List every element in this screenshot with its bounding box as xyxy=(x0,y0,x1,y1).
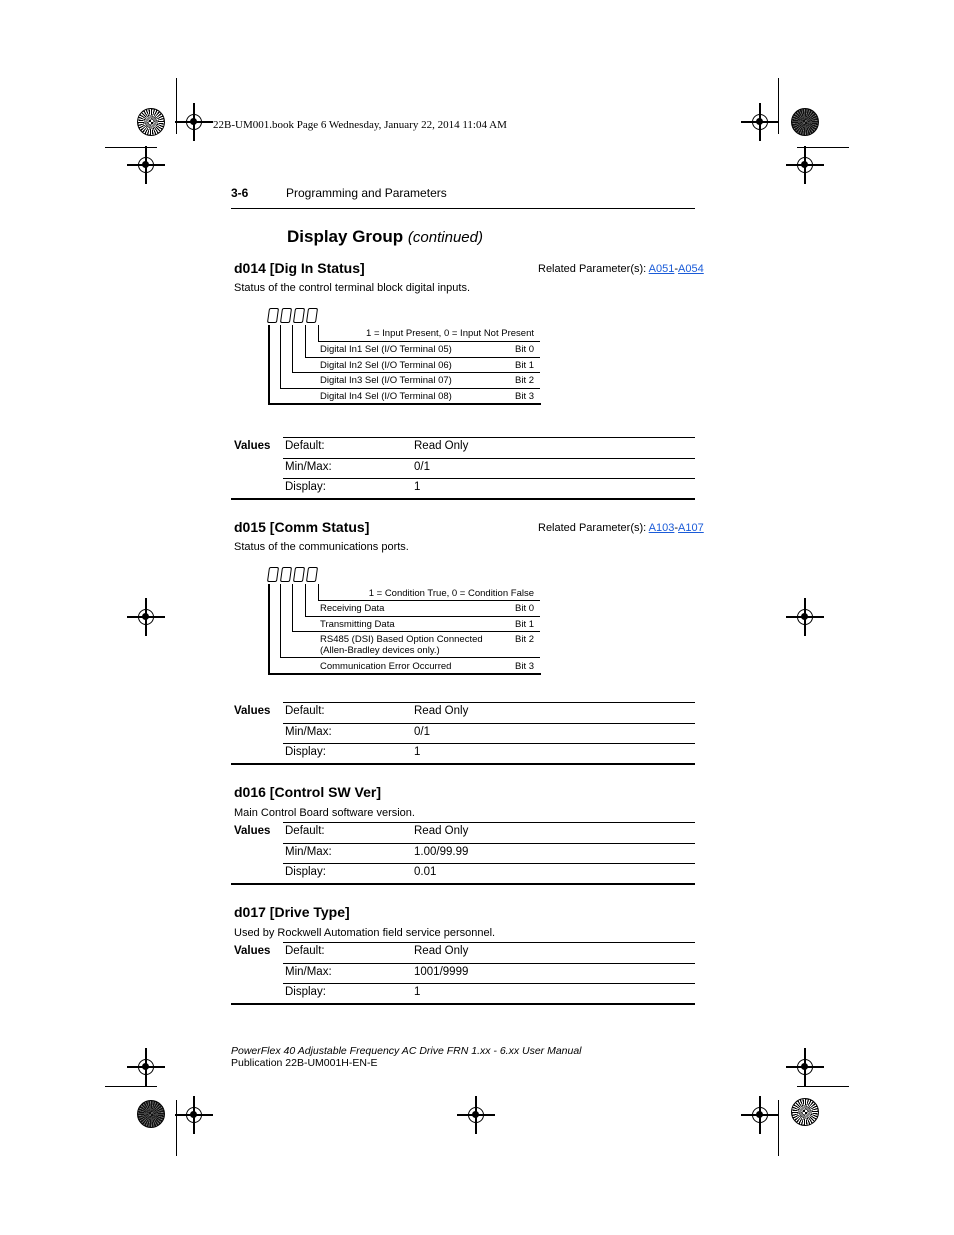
related-link-a103[interactable]: A103 xyxy=(648,522,675,534)
d014-bit3: Bit 3 xyxy=(515,391,535,402)
registration-mark-icon xyxy=(468,1107,484,1123)
seven-seg-digit xyxy=(267,308,279,323)
color-target-icon xyxy=(791,108,819,136)
d017-description: Used by Rockwell Automation field service personnel. xyxy=(234,927,496,939)
d016-description: Main Control Board software version. xyxy=(234,807,415,819)
color-target-icon xyxy=(137,1100,165,1128)
d015-bit1-label: Transmitting Data xyxy=(320,619,395,630)
d015-bit2: Bit 2 xyxy=(515,634,535,645)
table-row: Min/Max: 1001/9999 xyxy=(285,966,469,978)
d015-bit3-label: Communication Error Occurred xyxy=(320,661,452,672)
table-row: Default: Read Only xyxy=(285,440,469,452)
table-row: Display: 1 xyxy=(285,986,421,998)
d014-bit1-label: Digital In2 Sel (I/O Terminal 06) xyxy=(320,360,452,371)
seven-seg-digit xyxy=(293,567,305,582)
related-separator: - xyxy=(674,263,679,275)
d015-values-table xyxy=(231,702,695,764)
d015-legend: 1 = Condition True, 0 = Condition False xyxy=(368,588,534,599)
table-row: Display: 1 xyxy=(285,481,421,493)
d014-legend: 1 = Input Present, 0 = Input Not Present xyxy=(366,328,534,339)
header-rule xyxy=(231,208,695,209)
registration-mark-icon xyxy=(752,114,768,130)
d015-bit0-label: Receiving Data xyxy=(320,603,385,614)
d015-bit1: Bit 1 xyxy=(515,619,535,630)
d014-bit0-label: Digital In1 Sel (I/O Terminal 05) xyxy=(320,344,452,355)
values-label: Values xyxy=(234,825,271,837)
group-title-suffix: (continued) xyxy=(407,229,483,246)
related-link-a107[interactable]: A107 xyxy=(678,522,704,534)
table-row: Default: Read Only xyxy=(285,825,469,837)
d014-bit2: Bit 2 xyxy=(515,375,535,386)
registration-mark-icon xyxy=(138,609,154,625)
registration-mark-icon xyxy=(186,1107,202,1123)
d014-bit3-label: Digital In4 Sel (I/O Terminal 08) xyxy=(320,391,452,402)
group-title-text: Display Group xyxy=(287,227,404,246)
d014-bit1: Bit 1 xyxy=(515,360,535,371)
seven-seg-digit xyxy=(293,308,305,323)
d015-description: Status of the communications ports. xyxy=(234,541,409,553)
seven-seg-digit xyxy=(267,567,279,582)
d014-bit2-label: Digital In3 Sel (I/O Terminal 07) xyxy=(320,375,452,386)
values-label: Values xyxy=(234,705,271,717)
related-link-a054[interactable]: A054 xyxy=(678,263,704,275)
registration-mark-icon xyxy=(138,1059,154,1075)
d015-bit2-label: RS485 (DSI) Based Option Connected xyxy=(320,634,483,645)
registration-mark-icon xyxy=(797,157,813,173)
related-link-a051[interactable]: A051 xyxy=(648,263,675,275)
registration-mark-icon xyxy=(186,114,202,130)
registration-mark-icon xyxy=(138,157,154,173)
d017-values-table xyxy=(231,942,695,1004)
d015-bit0: Bit 0 xyxy=(515,603,535,614)
d015-related xyxy=(538,522,704,534)
registration-mark-icon xyxy=(797,1059,813,1075)
d014-title: d014 [Dig In Status] xyxy=(234,260,365,276)
table-row: Min/Max: 0/1 xyxy=(285,726,430,738)
table-row: Display: 1 xyxy=(285,746,421,758)
d016-title: d016 [Control SW Ver] xyxy=(234,784,382,800)
footer-publication: Publication 22B-UM001H-EN-E xyxy=(231,1057,378,1069)
d016-values-table xyxy=(231,822,695,884)
seven-seg-digit xyxy=(306,308,318,323)
seven-seg-digit xyxy=(280,308,292,323)
d014-bit0: Bit 0 xyxy=(515,344,535,355)
running-section-title: Programming and Parameters xyxy=(286,186,447,200)
seven-seg-digit xyxy=(306,567,318,582)
registration-mark-icon xyxy=(752,1107,768,1123)
print-header: 22B-UM001.book Page 6 Wednesday, January 22, 2014 11:04 AM xyxy=(213,119,507,131)
page-number: 3-6 xyxy=(231,186,249,200)
d015-bit2-label-note: (Allen-Bradley devices only.) xyxy=(320,645,440,656)
footer-manual-title: PowerFlex 40 Adjustable Frequency AC Drive FRN 1.xx - 6.xx User Manual xyxy=(231,1045,582,1057)
table-row: Display: 0.01 xyxy=(285,866,437,878)
d014-values-table xyxy=(231,437,695,499)
group-title xyxy=(287,227,483,247)
table-row: Min/Max: 0/1 xyxy=(285,461,430,473)
values-label: Values xyxy=(234,945,271,957)
values-label: Values xyxy=(234,440,271,452)
seven-seg-digit xyxy=(280,567,292,582)
registration-mark-icon xyxy=(797,609,813,625)
d017-title: d017 [Drive Type] xyxy=(234,904,350,920)
table-row: Default: Read Only xyxy=(285,945,469,957)
related-label: Related Parameter(s): xyxy=(538,522,647,534)
table-row: Min/Max: 1.00/99.99 xyxy=(285,846,469,858)
d014-description: Status of the control terminal block digital inputs. xyxy=(234,282,471,294)
d015-bit3: Bit 3 xyxy=(515,661,535,672)
related-separator: - xyxy=(674,522,679,534)
d014-related xyxy=(538,263,704,275)
related-label: Related Parameter(s): xyxy=(538,263,647,275)
color-target-icon xyxy=(137,108,165,136)
color-target-icon xyxy=(791,1098,819,1126)
d015-title: d015 [Comm Status] xyxy=(234,519,370,535)
table-row: Default: Read Only xyxy=(285,705,469,717)
